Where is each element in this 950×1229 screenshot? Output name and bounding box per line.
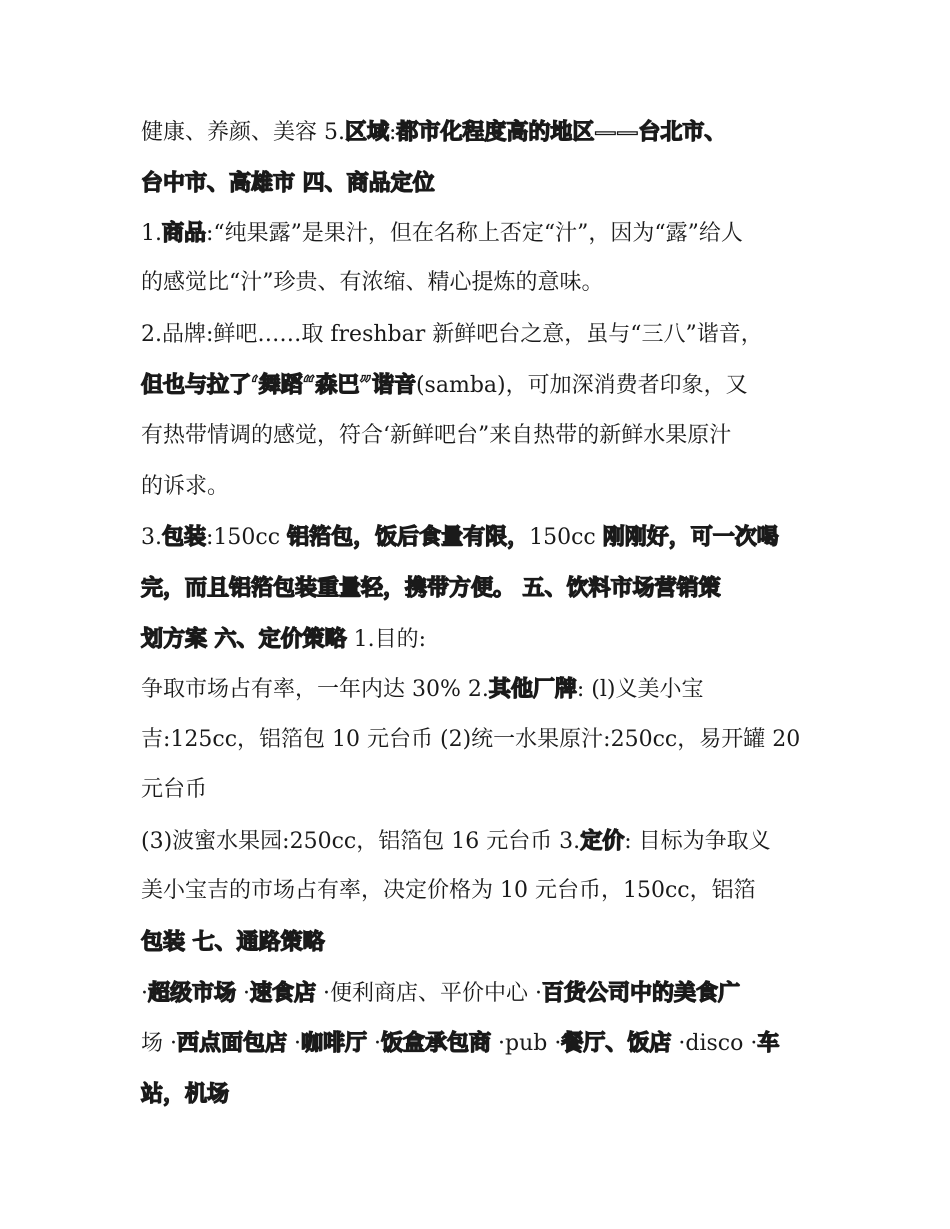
- outlined-text-segment: 包装: [162, 524, 207, 550]
- text-segment: 元台币: [141, 777, 208, 802]
- text-segment: ·disco ·: [671, 1031, 758, 1056]
- text-segment: 3.: [141, 525, 162, 550]
- text-line: [141, 725, 800, 755]
- text-segment: 争取市场占有率，一年内达 30% 2.: [141, 677, 489, 702]
- text-segment: 2.品牌:鲜吧……取 freshbar 新鲜吧台之意，虽与“三八”谐音，: [141, 322, 763, 347]
- outlined-text-segment: 定价: [580, 828, 625, 854]
- outlined-text-segment: 咖啡厅: [301, 1030, 368, 1056]
- text-line: [141, 1028, 779, 1059]
- text-line: [141, 775, 207, 805]
- outlined-text-segment: 速食店: [250, 980, 317, 1006]
- text-segment: 吉:125cc，铝箔包 10 元台币 (2)统一水果原汁:250cc，易开罐 20: [141, 727, 801, 752]
- text-line: [141, 978, 740, 1009]
- text-segment: :150cc: [206, 525, 288, 550]
- text-segment: 1.: [141, 221, 162, 246]
- outlined-text-segment: 饭盒承包商: [381, 1030, 492, 1056]
- text-segment: 的感觉比“汁”珍贵、有浓缩、精心提炼的意味。: [141, 270, 604, 295]
- outlined-text-segment: 都市化程度高的地区——台北市、: [396, 119, 727, 145]
- text-line: [141, 573, 721, 604]
- outlined-text-segment: 包装 七、通路策略: [141, 929, 325, 955]
- text-line: [141, 268, 604, 298]
- outlined-text-segment: 铝箔包，饭后食量有限，: [287, 524, 530, 550]
- text-line: [141, 876, 756, 906]
- outlined-text-segment: 其他厂牌: [488, 676, 577, 702]
- text-segment: 的诉求。: [141, 474, 230, 499]
- outlined-text-segment: 站，机场: [141, 1081, 230, 1107]
- text-segment: (3)波蜜水果园:250cc，铝箔包 16 元台币 3.: [141, 829, 581, 854]
- text-segment: 150cc: [529, 525, 603, 550]
- outlined-text-segment: 西点面包店: [177, 1030, 288, 1056]
- text-line: [141, 168, 435, 199]
- text-line: [141, 522, 779, 553]
- text-segment: :: [389, 120, 397, 145]
- text-segment: ·pub ·: [491, 1031, 562, 1056]
- text-line: [141, 927, 325, 958]
- text-segment: ·便利商店、平价中心 ·: [316, 981, 543, 1006]
- text-line: [141, 421, 731, 451]
- outlined-text-segment: 餐厅、饭店: [561, 1030, 672, 1056]
- text-segment: 1.目的:: [346, 627, 427, 652]
- text-line: [141, 1079, 229, 1110]
- outlined-text-segment: 但也与拉了‘舞蹈“森巴”谐音: [141, 372, 416, 398]
- outlined-text-segment: 商品: [162, 220, 207, 246]
- text-segment: :“纯果露”是果汁，但在名称上否定“汁”，因为“露”给人: [206, 221, 743, 246]
- text-line: [141, 472, 229, 502]
- text-segment: : 目标为争取义: [624, 829, 771, 854]
- outlined-text-segment: 刚刚好，可一次喝: [602, 524, 779, 550]
- text-segment: ·: [141, 981, 148, 1006]
- text-segment: 场 ·: [141, 1031, 177, 1056]
- text-segment: 健康、养颜、美容 5.: [141, 120, 345, 145]
- outlined-text-segment: 百货公司中的美食广: [542, 980, 741, 1006]
- text-line: [141, 117, 726, 148]
- outlined-text-segment: 车: [757, 1030, 780, 1056]
- text-line: [141, 218, 743, 249]
- text-segment: 有热带情调的感觉，符合‘新鲜吧台”来自热带的新鲜水果原汁: [141, 423, 732, 448]
- text-line: [141, 320, 763, 350]
- outlined-text-segment: 完，而且铝箔包装重量轻，携带方便。 五、饮料市场营销策: [141, 575, 721, 601]
- outlined-text-segment: 超级市场: [148, 980, 237, 1006]
- text-segment: : (l)义美小宝: [576, 677, 704, 702]
- text-segment: ·: [287, 1031, 302, 1056]
- outlined-text-segment: 台中市、高雄市 四、商品定位: [141, 170, 435, 196]
- outlined-text-segment: 区域: [344, 119, 389, 145]
- outlined-text-segment: 划方案 六、定价策略: [141, 626, 347, 652]
- text-line: [141, 624, 426, 655]
- text-line: [141, 674, 704, 705]
- text-segment: (samba)，可加深消费者印象，又: [415, 373, 748, 398]
- text-segment: ·: [236, 981, 251, 1006]
- text-segment: ·: [367, 1031, 382, 1056]
- text-segment: 美小宝吉的市场占有率，决定价格为 10 元台币，150cc，铝箔: [141, 878, 756, 903]
- text-line: [141, 826, 771, 857]
- text-line: [141, 370, 748, 401]
